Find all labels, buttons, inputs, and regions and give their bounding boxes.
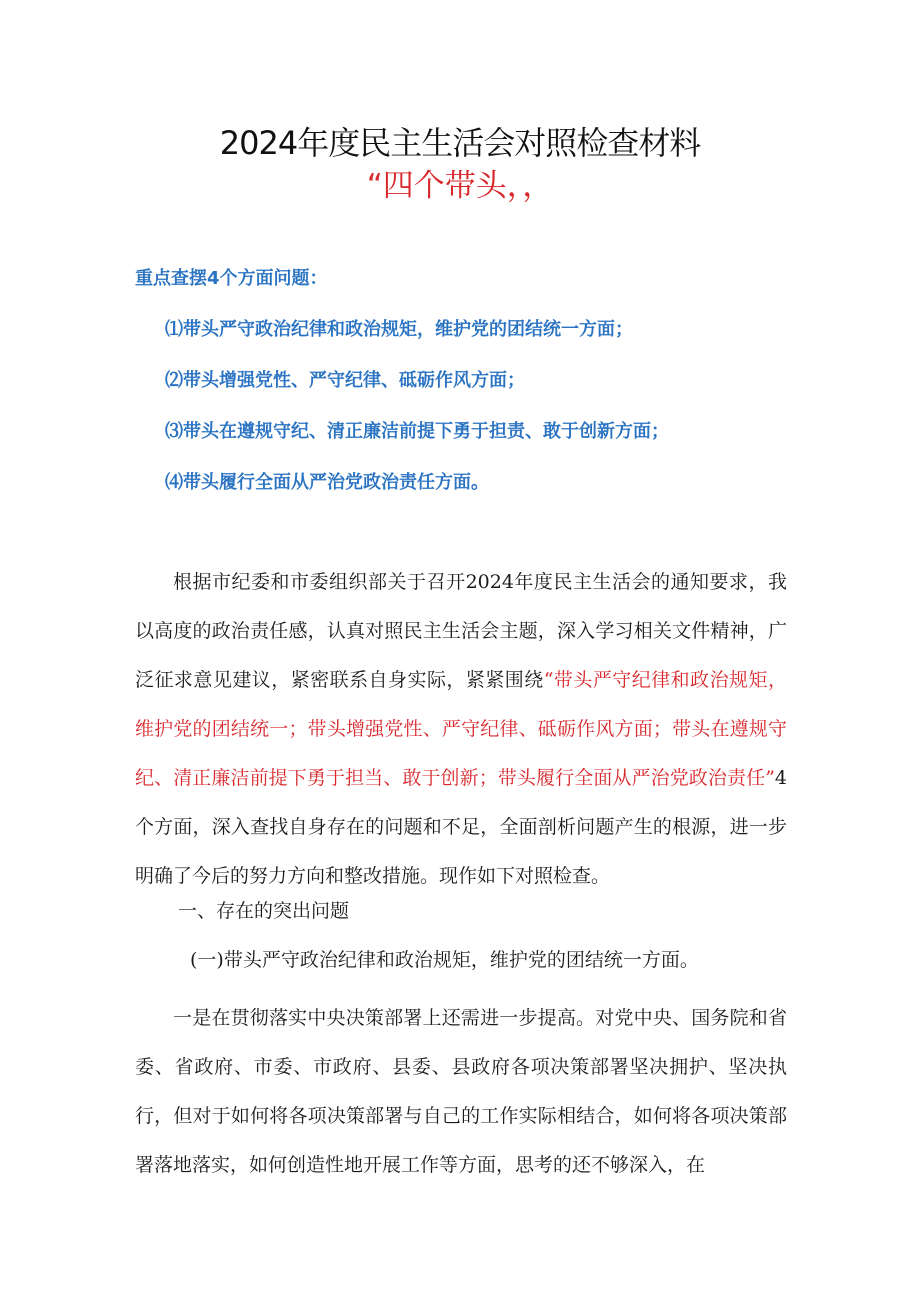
intro-paragraph — [135, 558, 787, 901]
intro-highlight: “带头严守纪律和政治规矩，维护党的团结统一；带头增强党性、严守纪律、砥砺作风方面；带头在遵规守纪、清正廉洁前提下勇于担当、敢于创新；带头履行全面从严治党政治责任” — [135, 669, 787, 789]
document-title: 2024年度民主生活会对照检查材料 — [219, 124, 701, 162]
body-paragraph: 一是在贯彻落实中央决策部署上还需进一步提高。对党中央、国务院和省委、省政府、市委、市政府、县委、县政府各项决策部署坚决拥护、坚决执行，但对于如何将各项决策部署与自己的工作实际相结合，如何将各项决策部署落地落实，如何创造性地开展工作等方面，思考的还不够深入，在 — [135, 1007, 787, 1176]
focus-item: ⑴带头严守政治纪律和政治规矩，维护党的团结统一方面； — [165, 319, 633, 340]
focus-item: ⑶带头在遵规守纪、清正廉洁前提下勇于担责、敢于创新方面； — [165, 421, 669, 442]
subsection-heading: (一)带头严守政治纪律和政治规矩，维护党的团结统一方面。 — [190, 949, 699, 971]
focus-item: ⑷带头履行全面从严治党政治责任方面。 — [165, 472, 489, 493]
section-heading: 一、存在的突出问题 — [178, 900, 350, 922]
focus-heading: 重点查摆4个方面问题： — [135, 268, 328, 289]
document-subtitle: “四个带头，， — [366, 168, 554, 204]
focus-item: ⑵带头增强党性、严守纪律、砥砺作风方面； — [165, 370, 525, 391]
intro-text-b: 4个方面，深入查找自身存在的问题和不足，全面剖析问题产生的根源，进一步明确了今后的努力方向和整改措施。现作如下对照检查。 — [135, 767, 787, 887]
intro-text-a: 根据市纪委和市委组织部关于召开2024年度民主生活会的通知要求，我以高度的政治责任感，认真对照民主生活会主题，深入学习相关文件精神，广泛征求意见建议，紧密联系自身实际，紧紧围绕 — [135, 571, 787, 691]
